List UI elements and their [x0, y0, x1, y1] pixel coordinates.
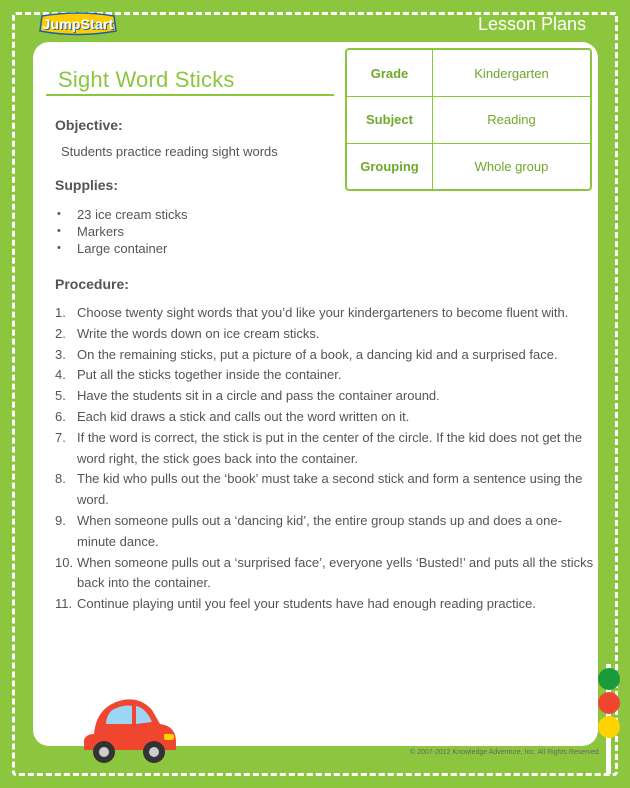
- step-text: Write the words down on ice cream sticks.: [77, 325, 320, 341]
- info-row-grouping: [347, 143, 590, 189]
- info-value: Reading: [487, 112, 536, 128]
- procedure-step: [55, 365, 595, 386]
- step-number: 5.: [55, 388, 66, 404]
- info-label: Subject: [347, 97, 433, 142]
- objective-text: Students practice reading sight words: [61, 144, 278, 159]
- procedure-step: [55, 553, 595, 595]
- step-text: Continue playing until you feel your students have had enough reading practice.: [77, 596, 536, 612]
- list-item: [57, 206, 188, 223]
- procedure-step: [55, 428, 595, 470]
- bullet: •: [57, 242, 61, 254]
- logo-text: JumpStart: [42, 16, 114, 32]
- step-number: 8.: [55, 471, 66, 487]
- step-text: When someone pulls out a ‘dancing kid’, the entire group stands up and does a one-minute dance.: [77, 512, 562, 549]
- procedure-step: [55, 345, 595, 366]
- car-illustration: [80, 690, 180, 766]
- step-text: When someone pulls out a ‘surprised face’, everyone yells ‘Busted!’ and puts all the sticks back into the container.: [77, 554, 594, 591]
- bullet: •: [57, 225, 61, 237]
- supply-text: Large container: [77, 241, 168, 256]
- list-item: [57, 240, 188, 257]
- info-value: Whole group: [474, 158, 549, 174]
- step-text: On the remaining sticks, put a picture of a book, a dancing kid and a surprised face.: [77, 346, 558, 362]
- jumpstart-logo[interactable]: [38, 12, 118, 36]
- info-value: Kindergarten: [474, 65, 549, 81]
- supply-text: 23 ice cream sticks: [77, 207, 188, 222]
- procedure-step: [55, 303, 595, 324]
- procedure-step: [55, 324, 595, 345]
- info-row-subject: [347, 96, 590, 142]
- supply-text: Markers: [77, 224, 124, 239]
- procedure-step: [55, 469, 595, 511]
- step-number: 4.: [55, 367, 66, 383]
- procedure-step: [55, 407, 595, 428]
- bullet: •: [57, 208, 61, 220]
- step-number: 2.: [55, 325, 66, 341]
- step-number: 9.: [55, 512, 66, 528]
- step-number: 10.: [55, 554, 74, 570]
- info-row-grade: [347, 50, 590, 96]
- procedure-step: [55, 511, 595, 553]
- supplies-list: [57, 206, 188, 257]
- procedure-list: [55, 303, 595, 615]
- step-text: Have the students sit in a circle and pass the container around.: [77, 388, 440, 404]
- objective-heading: Objective:: [55, 117, 123, 133]
- info-label: Grade: [347, 50, 433, 96]
- step-text: Each kid draws a stick and calls out the word written on it.: [77, 408, 410, 424]
- page-title: Sight Word Sticks: [58, 67, 235, 92]
- step-number: 11.: [55, 596, 73, 612]
- step-text: The kid who pulls out the ‘book’ must take a second stick and form a sentence using the word.: [77, 471, 583, 508]
- lesson-plans-label: Lesson Plans: [478, 14, 587, 34]
- title-underline: [46, 94, 334, 96]
- step-number: 1.: [55, 305, 66, 320]
- step-number: 7.: [55, 429, 66, 445]
- step-text: Choose twenty sight words that you’d like your kindergarteners to become fluent with.: [77, 305, 569, 320]
- list-item: [57, 223, 188, 240]
- copyright-notice: © 2007-2012 Knowledge Adventure, Inc. All Rights Reserved.: [410, 749, 601, 756]
- red-light-icon: [598, 692, 620, 714]
- procedure-heading: Procedure:: [55, 276, 129, 292]
- yellow-light-icon: [598, 716, 620, 738]
- lesson-info-table: [345, 48, 592, 191]
- procedure-step: [55, 386, 595, 407]
- info-label: Grouping: [347, 144, 433, 189]
- step-number: 6.: [55, 408, 66, 424]
- procedure-step: [55, 594, 595, 615]
- supplies-heading: Supplies:: [55, 177, 119, 193]
- green-light-icon: [598, 668, 620, 690]
- step-number: 3.: [55, 346, 66, 362]
- step-text: If the word is correct, the stick is put in the center of the circle. If the kid does not get the word right, the stick goes back into the container.: [77, 429, 583, 466]
- step-text: Put all the sticks together inside the container.: [77, 367, 342, 383]
